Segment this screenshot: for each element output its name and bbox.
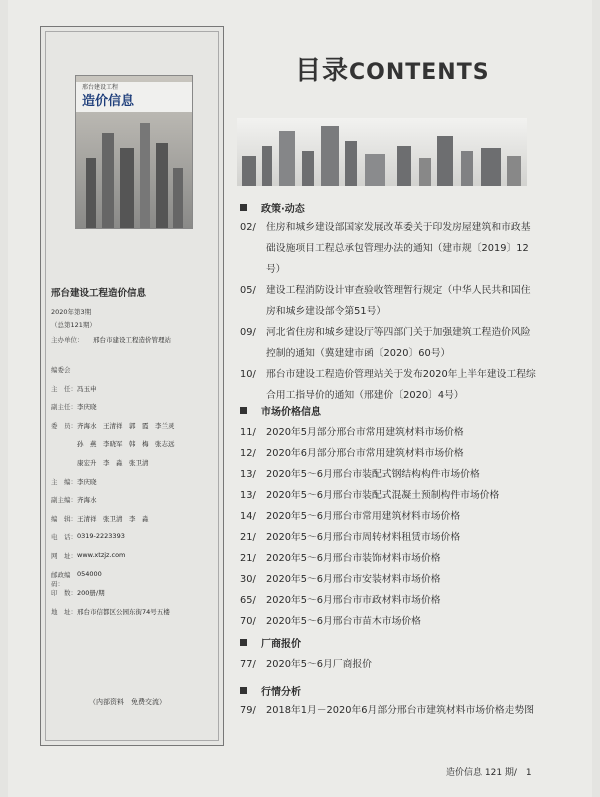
toc-entry[interactable] bbox=[240, 485, 540, 506]
toc-section-heading bbox=[240, 200, 305, 215]
toc-entry-title: 2020年5～6月邢台市苗木市场价格 bbox=[266, 616, 421, 627]
toc-entry[interactable] bbox=[240, 569, 540, 590]
toc-entry-title: 2020年5～6月邢台市安装材料市场价格 bbox=[266, 574, 441, 585]
toc-entry-title: 2020年5～6月邢台市周转材料租赁市场价格 bbox=[266, 532, 461, 543]
masthead-value: 冯玉申 bbox=[77, 384, 97, 393]
masthead-label: 主办单位： bbox=[51, 336, 84, 344]
total-issue: （总第121期） bbox=[51, 321, 96, 329]
toc-entry-title: 2020年5～6月邢台市常用建筑材料市场价格 bbox=[266, 511, 461, 522]
masthead-row bbox=[51, 495, 97, 504]
toc-entry[interactable] bbox=[240, 322, 540, 364]
masthead-row bbox=[51, 607, 170, 616]
toc-entry[interactable] bbox=[240, 700, 540, 721]
masthead-label bbox=[51, 439, 77, 448]
masthead-label: 副主任： bbox=[51, 403, 77, 412]
square-bullet-icon bbox=[240, 687, 247, 694]
masthead-label: 委 员： bbox=[51, 421, 77, 430]
masthead-title: 邢台建设工程造价信息 bbox=[51, 288, 147, 299]
masthead-value: 0319-2223393 bbox=[77, 532, 125, 541]
toc-entry-title: 2020年5～6月邢台市市政材料市场价格 bbox=[266, 595, 441, 606]
toc-page-number: 21/ bbox=[240, 553, 256, 564]
page-title: 目录CONTENTS bbox=[295, 56, 490, 86]
cover-subtitle: 邢台建设工程 bbox=[82, 84, 119, 91]
toc-entry-title: 河北省住房和城乡建设厅等四部门关于加强建筑工程造价风险控制的通知（冀建建市函〔2020〕60号） bbox=[266, 327, 531, 359]
toc-entry[interactable] bbox=[240, 422, 540, 443]
masthead-label: 邮政编码： bbox=[51, 570, 71, 588]
masthead-label: 编委会 bbox=[51, 366, 71, 374]
masthead-value: 齐海水 bbox=[77, 496, 97, 505]
toc-entry-title: 2020年5～6月邢台市装配式钢结构构件市场价格 bbox=[266, 469, 480, 480]
toc-entry[interactable] bbox=[240, 590, 540, 611]
toc-entry-title: 2020年5月部分邢台市常用建筑材料市场价格 bbox=[266, 427, 464, 438]
masthead-value: 054000 bbox=[77, 569, 102, 578]
toc-page-number: 02/ bbox=[240, 222, 256, 233]
masthead-row bbox=[51, 402, 97, 411]
toc-page-number: 79/ bbox=[240, 705, 256, 716]
masthead-row bbox=[51, 439, 175, 448]
toc-entry-title: 建设工程消防设计审查验收管理暂行规定（中华人民共和国住房和城乡建设部令第51号） bbox=[266, 285, 531, 317]
toc-entry-title: 2020年5～6月厂商报价 bbox=[266, 659, 372, 670]
toc-page-number: 77/ bbox=[240, 659, 256, 670]
masthead-row bbox=[51, 532, 125, 541]
masthead-value: 王清祥 张卫清 李 淼 bbox=[77, 514, 149, 523]
toc-entry[interactable] bbox=[240, 527, 540, 548]
toc-entry-title: 2020年5～6月邢台市装配式混凝土预制构件市场价格 bbox=[266, 490, 500, 501]
masthead-value: 孙 燕 李晓军 韩 梅 张志远 bbox=[77, 440, 175, 449]
masthead-footnote: （内部资料 免费交流） bbox=[89, 698, 166, 706]
toc-entry[interactable] bbox=[240, 654, 540, 675]
toc-entry[interactable] bbox=[240, 280, 540, 322]
toc-page-number: 70/ bbox=[240, 616, 256, 627]
masthead-label: 副主编： bbox=[51, 496, 77, 505]
masthead-label: 地 址： bbox=[51, 607, 77, 616]
city-skyline-image bbox=[237, 118, 527, 186]
masthead-label: 主 编： bbox=[51, 477, 77, 486]
masthead-value: 200册/期 bbox=[77, 589, 105, 598]
masthead-row bbox=[51, 335, 171, 344]
masthead-value: 邢台市建设工程造价管理站 bbox=[93, 336, 171, 344]
toc-entry-title: 2020年5～6月邢台市装饰材料市场价格 bbox=[266, 553, 441, 564]
masthead-row bbox=[51, 365, 77, 374]
masthead-label: 主 任： bbox=[51, 384, 77, 393]
masthead-label: 电 话： bbox=[51, 533, 77, 542]
masthead-value: 李庆晓 bbox=[77, 477, 97, 486]
cover-image bbox=[75, 75, 193, 229]
toc-entry-title: 2018年1月－2020年6月部分邢台市建筑材料市场价格走势图 bbox=[266, 705, 535, 716]
toc-page-number: 65/ bbox=[240, 595, 256, 606]
masthead-value: 李庆晓 bbox=[77, 403, 97, 412]
masthead-label: 印 数： bbox=[51, 589, 77, 598]
section-label: 市场价格信息 bbox=[261, 407, 321, 418]
toc-entry[interactable] bbox=[240, 217, 540, 280]
toc-entry[interactable] bbox=[240, 506, 540, 527]
masthead-row bbox=[51, 384, 97, 393]
masthead-row bbox=[51, 514, 149, 523]
toc-page-number: 11/ bbox=[240, 427, 256, 438]
toc-section-heading bbox=[240, 635, 301, 650]
page-footer: 造价信息 121 期/ 1 bbox=[446, 768, 532, 778]
toc-page-number: 05/ bbox=[240, 285, 256, 296]
masthead-row bbox=[51, 570, 102, 588]
masthead-row bbox=[51, 421, 175, 430]
toc-page-number: 30/ bbox=[240, 574, 256, 585]
square-bullet-icon bbox=[240, 204, 247, 211]
section-label: 行情分析 bbox=[261, 687, 301, 698]
masthead-row bbox=[51, 588, 105, 597]
toc-entry[interactable] bbox=[240, 548, 540, 569]
toc-entry[interactable] bbox=[240, 464, 540, 485]
toc-entry[interactable] bbox=[240, 364, 540, 406]
toc-entry-title: 邢台市建设工程造价管理站关于发布2020年上半年建设工程综合用工指导价的通知（邢建价〔2020〕4号） bbox=[266, 369, 536, 401]
toc-page-number: 14/ bbox=[240, 511, 256, 522]
masthead-value: 邢台市信都区公园东街74号五楼 bbox=[77, 607, 170, 616]
masthead-row bbox=[51, 477, 97, 486]
toc-page-number: 12/ bbox=[240, 448, 256, 459]
masthead-label bbox=[51, 458, 77, 467]
masthead-value: www.xtzjz.com bbox=[77, 551, 126, 559]
toc-entry-title: 2020年6月部分邢台市常用建筑材料市场价格 bbox=[266, 448, 464, 459]
toc-section-heading bbox=[240, 683, 301, 698]
masthead-row bbox=[51, 551, 125, 560]
toc-page-number: 09/ bbox=[240, 327, 256, 338]
toc-entry-title: 住房和城乡建设部国家发展改革委关于印发房屋建筑和市政基础设施项目工程总承包管理办法的通知（建市规〔2019〕12号） bbox=[266, 222, 531, 275]
masthead-label: 网 址： bbox=[51, 552, 77, 560]
section-label: 厂商报价 bbox=[261, 639, 301, 650]
toc-entry[interactable] bbox=[240, 611, 540, 632]
masthead-panel bbox=[40, 26, 224, 746]
section-label: 政策·动态 bbox=[261, 204, 305, 215]
square-bullet-icon bbox=[240, 407, 247, 414]
square-bullet-icon bbox=[240, 639, 247, 646]
masthead-label: 编 辑： bbox=[51, 514, 77, 523]
issue-number: 2020年第3期 bbox=[51, 308, 92, 316]
masthead-value: 康宏升 李 淼 张卫清 bbox=[77, 459, 149, 467]
toc-page-number: 10/ bbox=[240, 369, 256, 380]
toc-entry[interactable] bbox=[240, 443, 540, 464]
toc-page-number: 13/ bbox=[240, 490, 256, 501]
masthead-row bbox=[51, 458, 149, 467]
toc-page-number: 13/ bbox=[240, 469, 256, 480]
masthead-value: 齐海水 王清祥 郭 霞 李兰灵 bbox=[77, 421, 175, 430]
toc-page-number: 21/ bbox=[240, 532, 256, 543]
cover-title: 造价信息 bbox=[82, 94, 135, 109]
